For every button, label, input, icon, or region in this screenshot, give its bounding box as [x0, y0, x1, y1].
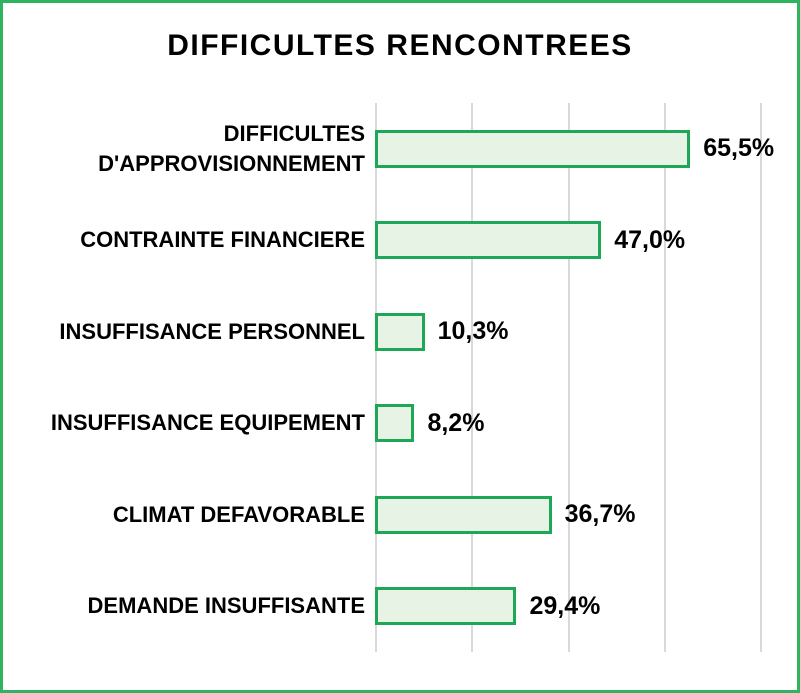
bar: [375, 221, 601, 259]
category-label: CLIMAT DEFAVORABLE: [112, 501, 365, 527]
bar-row: [3, 469, 797, 561]
value-label: 8,2%: [427, 408, 485, 437]
category-label: INSUFFISANCE EQUIPEMENT: [50, 410, 365, 436]
value-label: 47,0%: [614, 225, 686, 254]
bar-row: [3, 195, 797, 287]
bar-row: [3, 378, 797, 470]
bar: [375, 496, 552, 534]
bar-row: [3, 286, 797, 378]
bar: [375, 404, 414, 442]
bar: [375, 313, 425, 351]
value-label: 65,5%: [703, 134, 775, 163]
bar: [375, 130, 690, 168]
category-label: INSUFFISANCE PERSONNEL: [59, 318, 365, 344]
category-label: DIFFICULTES D'APPROVISIONNEMENT: [98, 121, 365, 176]
bar: [375, 587, 516, 625]
category-label: DEMANDE INSUFFISANTE: [87, 593, 365, 619]
value-label: 29,4%: [529, 591, 601, 620]
bar-row: [3, 103, 797, 195]
bar-row: [3, 561, 797, 653]
chart-title: DIFFICULTES RENCONTREES: [167, 29, 633, 62]
value-label: 36,7%: [564, 500, 636, 529]
bar-rows: [3, 103, 797, 652]
value-label: 10,3%: [437, 317, 509, 346]
category-label: CONTRAINTE FINANCIERE: [80, 227, 365, 253]
